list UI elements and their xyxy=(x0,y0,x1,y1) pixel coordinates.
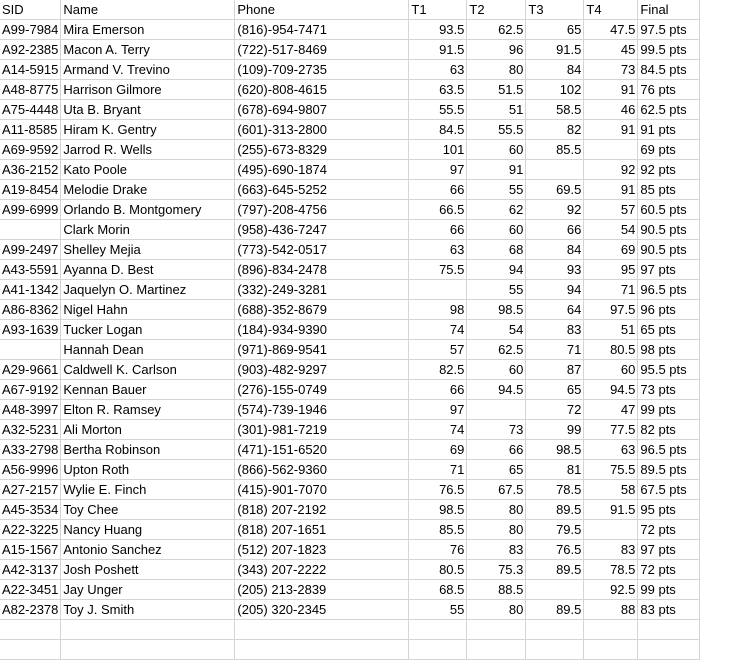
cell-sid[interactable] xyxy=(0,220,61,240)
header-cell-t4[interactable]: T4 xyxy=(584,0,638,20)
cell-final[interactable]: 97 pts xyxy=(638,540,700,560)
cell-t3[interactable]: 102 xyxy=(526,80,584,100)
table-row xyxy=(0,500,700,520)
cell-t3[interactable]: 66 xyxy=(526,220,584,240)
cell-t3[interactable]: 81 xyxy=(526,460,584,480)
cell-t1[interactable]: 101 xyxy=(409,140,467,160)
cell-t4[interactable]: 73 xyxy=(584,60,638,80)
cell-t2[interactable]: 62.5 xyxy=(467,20,526,40)
cell-t1[interactable]: 76 xyxy=(409,540,467,560)
cell-final[interactable]: 91 pts xyxy=(638,120,700,140)
cell-name[interactable]: Shelley Mejia xyxy=(61,240,235,260)
empty-cell[interactable] xyxy=(235,620,409,640)
cell-t3[interactable]: 78.5 xyxy=(526,480,584,500)
cell-phone[interactable]: (301)-981-7219 xyxy=(235,420,409,440)
cell-t4[interactable]: 94.5 xyxy=(584,380,638,400)
cell-t3[interactable]: 84 xyxy=(526,240,584,260)
cell-sid[interactable]: A43-5591 xyxy=(0,260,61,280)
cell-final[interactable]: 90.5 pts xyxy=(638,220,700,240)
cell-t2[interactable]: 98.5 xyxy=(467,300,526,320)
table-row xyxy=(0,420,700,440)
cell-t4[interactable]: 91.5 xyxy=(584,500,638,520)
table-row xyxy=(0,160,700,180)
cell-sid[interactable]: A22-3451 xyxy=(0,580,61,600)
cell-sid[interactable]: A86-8362 xyxy=(0,300,61,320)
table-row xyxy=(0,520,700,540)
cell-sid[interactable]: A36-2152 xyxy=(0,160,61,180)
cell-t4[interactable]: 63 xyxy=(584,440,638,460)
cell-phone[interactable]: (818) 207-1651 xyxy=(235,520,409,540)
cell-phone[interactable]: (797)-208-4756 xyxy=(235,200,409,220)
cell-t3[interactable]: 83 xyxy=(526,320,584,340)
cell-t4[interactable]: 69 xyxy=(584,240,638,260)
header-cell-phone[interactable]: Phone xyxy=(235,0,409,20)
cell-name[interactable]: Wylie E. Finch xyxy=(61,480,235,500)
empty-row xyxy=(0,620,700,640)
cell-t2[interactable]: 80 xyxy=(467,520,526,540)
cell-t1[interactable]: 57 xyxy=(409,340,467,360)
cell-name[interactable]: Clark Morin xyxy=(61,220,235,240)
cell-sid[interactable]: A93-1639 xyxy=(0,320,61,340)
cell-t1[interactable]: 63.5 xyxy=(409,80,467,100)
cell-t4[interactable]: 58 xyxy=(584,480,638,500)
cell-final[interactable]: 90.5 pts xyxy=(638,240,700,260)
cell-name[interactable]: Kennan Bauer xyxy=(61,380,235,400)
table-row xyxy=(0,440,700,460)
cell-phone[interactable]: (255)-673-8329 xyxy=(235,140,409,160)
cell-sid[interactable]: A69-9592 xyxy=(0,140,61,160)
cell-t3[interactable]: 65 xyxy=(526,380,584,400)
table-row xyxy=(0,300,700,320)
cell-phone[interactable]: (722)-517-8469 xyxy=(235,40,409,60)
cell-t3[interactable]: 65 xyxy=(526,20,584,40)
cell-t1[interactable]: 63 xyxy=(409,240,467,260)
cell-sid[interactable] xyxy=(0,340,61,360)
cell-final[interactable]: 60.5 pts xyxy=(638,200,700,220)
cell-t4[interactable]: 92.5 xyxy=(584,580,638,600)
cell-t2[interactable]: 51 xyxy=(467,100,526,120)
cell-t4[interactable]: 97.5 xyxy=(584,300,638,320)
cell-t3[interactable]: 89.5 xyxy=(526,560,584,580)
cell-t4[interactable]: 47 xyxy=(584,400,638,420)
cell-t4[interactable]: 80.5 xyxy=(584,340,638,360)
cell-final[interactable]: 99.5 pts xyxy=(638,40,700,60)
cell-t2[interactable]: 68 xyxy=(467,240,526,260)
cell-t4[interactable]: 95 xyxy=(584,260,638,280)
cell-name[interactable]: Melodie Drake xyxy=(61,180,235,200)
cell-t3[interactable]: 91.5 xyxy=(526,40,584,60)
cell-sid[interactable]: A56-9996 xyxy=(0,460,61,480)
cell-t3[interactable]: 71 xyxy=(526,340,584,360)
cell-t3[interactable]: 93 xyxy=(526,260,584,280)
cell-phone[interactable]: (866)-562-9360 xyxy=(235,460,409,480)
cell-t3[interactable]: 58.5 xyxy=(526,100,584,120)
cell-final[interactable]: 89.5 pts xyxy=(638,460,700,480)
cell-t2[interactable]: 60 xyxy=(467,140,526,160)
cell-name[interactable]: Hiram K. Gentry xyxy=(61,120,235,140)
cell-name[interactable]: Bertha Robinson xyxy=(61,440,235,460)
empty-cell[interactable] xyxy=(638,620,700,640)
cell-name[interactable]: Upton Roth xyxy=(61,460,235,480)
table-row xyxy=(0,20,700,40)
cell-t2[interactable]: 51.5 xyxy=(467,80,526,100)
cell-phone[interactable]: (109)-709-2735 xyxy=(235,60,409,80)
cell-final[interactable]: 73 pts xyxy=(638,380,700,400)
cell-final[interactable]: 95 pts xyxy=(638,500,700,520)
cell-t1[interactable] xyxy=(409,280,467,300)
cell-t4[interactable]: 91 xyxy=(584,180,638,200)
cell-t1[interactable]: 84.5 xyxy=(409,120,467,140)
cell-name[interactable]: Ali Morton xyxy=(61,420,235,440)
table-row xyxy=(0,240,700,260)
cell-t2[interactable] xyxy=(467,400,526,420)
cell-phone[interactable]: (276)-155-0749 xyxy=(235,380,409,400)
cell-name[interactable]: Josh Poshett xyxy=(61,560,235,580)
table-row xyxy=(0,180,700,200)
table-row xyxy=(0,260,700,280)
table-row xyxy=(0,400,700,420)
cell-t3[interactable]: 99 xyxy=(526,420,584,440)
cell-t1[interactable]: 98.5 xyxy=(409,500,467,520)
cell-t1[interactable]: 93.5 xyxy=(409,20,467,40)
cell-t4[interactable]: 71 xyxy=(584,280,638,300)
cell-t1[interactable]: 66 xyxy=(409,380,467,400)
cell-sid[interactable]: A45-3534 xyxy=(0,500,61,520)
table-row xyxy=(0,600,700,620)
cell-final[interactable]: 99 pts xyxy=(638,400,700,420)
cell-t2[interactable]: 67.5 xyxy=(467,480,526,500)
cell-phone[interactable]: (574)-739-1946 xyxy=(235,400,409,420)
cell-sid[interactable]: A92-2385 xyxy=(0,40,61,60)
cell-final[interactable]: 84.5 pts xyxy=(638,60,700,80)
cell-t3[interactable]: 69.5 xyxy=(526,180,584,200)
cell-sid[interactable]: A41-1342 xyxy=(0,280,61,300)
cell-final[interactable]: 97.5 pts xyxy=(638,20,700,40)
cell-t1[interactable]: 97 xyxy=(409,160,467,180)
cell-t2[interactable]: 94 xyxy=(467,260,526,280)
cell-t2[interactable]: 80 xyxy=(467,500,526,520)
cell-t1[interactable]: 74 xyxy=(409,420,467,440)
cell-final[interactable]: 69 pts xyxy=(638,140,700,160)
cell-t4[interactable]: 88 xyxy=(584,600,638,620)
cell-t4[interactable]: 45 xyxy=(584,40,638,60)
cell-final[interactable]: 65 pts xyxy=(638,320,700,340)
table-row xyxy=(0,60,700,80)
cell-final[interactable]: 97 pts xyxy=(638,260,700,280)
cell-name[interactable]: Jaquelyn O. Martinez xyxy=(61,280,235,300)
cell-t4[interactable]: 77.5 xyxy=(584,420,638,440)
cell-phone[interactable]: (620)-808-4615 xyxy=(235,80,409,100)
cell-phone[interactable]: (663)-645-5252 xyxy=(235,180,409,200)
cell-name[interactable]: Toy Chee xyxy=(61,500,235,520)
cell-phone[interactable]: (678)-694-9807 xyxy=(235,100,409,120)
cell-sid[interactable]: A19-8454 xyxy=(0,180,61,200)
cell-t2[interactable]: 75.3 xyxy=(467,560,526,580)
table-row xyxy=(0,120,700,140)
cell-t3[interactable]: 85.5 xyxy=(526,140,584,160)
cell-t2[interactable]: 80 xyxy=(467,600,526,620)
cell-t2[interactable]: 66 xyxy=(467,440,526,460)
cell-t2[interactable]: 55.5 xyxy=(467,120,526,140)
cell-name[interactable]: Orlando B. Montgomery xyxy=(61,200,235,220)
cell-t2[interactable]: 62.5 xyxy=(467,340,526,360)
table-row xyxy=(0,480,700,500)
cell-t4[interactable]: 51 xyxy=(584,320,638,340)
cell-t2[interactable]: 83 xyxy=(467,540,526,560)
cell-final[interactable]: 67.5 pts xyxy=(638,480,700,500)
cell-t4[interactable]: 47.5 xyxy=(584,20,638,40)
cell-phone[interactable]: (971)-869-9541 xyxy=(235,340,409,360)
cell-t1[interactable]: 75.5 xyxy=(409,260,467,280)
cell-t1[interactable]: 82.5 xyxy=(409,360,467,380)
cell-phone[interactable]: (512) 207-1823 xyxy=(235,540,409,560)
cell-t1[interactable]: 63 xyxy=(409,60,467,80)
table-row xyxy=(0,220,700,240)
table-row xyxy=(0,80,700,100)
cell-t2[interactable]: 60 xyxy=(467,220,526,240)
header-cell-final[interactable]: Final xyxy=(638,0,700,20)
cell-t4[interactable] xyxy=(584,520,638,540)
empty-cell[interactable] xyxy=(526,620,584,640)
cell-name[interactable]: Elton R. Ramsey xyxy=(61,400,235,420)
cell-t3[interactable]: 82 xyxy=(526,120,584,140)
cell-final[interactable]: 95.5 pts xyxy=(638,360,700,380)
cell-phone[interactable]: (896)-834-2478 xyxy=(235,260,409,280)
cell-t2[interactable]: 55 xyxy=(467,280,526,300)
empty-cell[interactable] xyxy=(409,620,467,640)
cell-t1[interactable]: 68.5 xyxy=(409,580,467,600)
cell-sid[interactable]: A99-6999 xyxy=(0,200,61,220)
cell-phone[interactable]: (601)-313-2800 xyxy=(235,120,409,140)
cell-t3[interactable]: 92 xyxy=(526,200,584,220)
cell-final[interactable]: 76 pts xyxy=(638,80,700,100)
cell-final[interactable]: 85 pts xyxy=(638,180,700,200)
cell-phone[interactable]: (903)-482-9297 xyxy=(235,360,409,380)
cell-t4[interactable]: 46 xyxy=(584,100,638,120)
cell-t4[interactable]: 92 xyxy=(584,160,638,180)
cell-t3[interactable]: 87 xyxy=(526,360,584,380)
cell-t2[interactable]: 62 xyxy=(467,200,526,220)
cell-sid[interactable]: A27-2157 xyxy=(0,480,61,500)
cell-t2[interactable]: 60 xyxy=(467,360,526,380)
cell-t2[interactable]: 54 xyxy=(467,320,526,340)
cell-t1[interactable]: 69 xyxy=(409,440,467,460)
empty-cell[interactable] xyxy=(0,620,61,640)
cell-sid[interactable]: A11-8585 xyxy=(0,120,61,140)
cell-final[interactable]: 62.5 pts xyxy=(638,100,700,120)
cell-t1[interactable]: 98 xyxy=(409,300,467,320)
cell-name[interactable]: Mira Emerson xyxy=(61,20,235,40)
empty-cell[interactable] xyxy=(467,620,526,640)
cell-phone[interactable]: (205) 320-2345 xyxy=(235,600,409,620)
cell-t2[interactable]: 88.5 xyxy=(467,580,526,600)
empty-cell[interactable] xyxy=(61,620,235,640)
table-row xyxy=(0,580,700,600)
cell-t1[interactable]: 97 xyxy=(409,400,467,420)
cell-final[interactable]: 96 pts xyxy=(638,300,700,320)
cell-sid[interactable]: A99-2497 xyxy=(0,240,61,260)
cell-sid[interactable]: A48-3997 xyxy=(0,400,61,420)
cell-t2[interactable]: 80 xyxy=(467,60,526,80)
cell-name[interactable]: Nancy Huang xyxy=(61,520,235,540)
cell-name[interactable]: Jarrod R. Wells xyxy=(61,140,235,160)
cell-final[interactable]: 96.5 pts xyxy=(638,440,700,460)
cell-phone[interactable]: (816)-954-7471 xyxy=(235,20,409,40)
empty-cell[interactable] xyxy=(584,620,638,640)
table-row xyxy=(0,340,700,360)
table-row xyxy=(0,360,700,380)
cell-name[interactable]: Armand V. Trevino xyxy=(61,60,235,80)
table-row xyxy=(0,460,700,480)
cell-name[interactable]: Antonio Sanchez xyxy=(61,540,235,560)
cell-t3[interactable]: 89.5 xyxy=(526,500,584,520)
cell-name[interactable]: Tucker Logan xyxy=(61,320,235,340)
cell-t1[interactable]: 66 xyxy=(409,180,467,200)
cell-t2[interactable]: 96 xyxy=(467,40,526,60)
cell-t3[interactable]: 94 xyxy=(526,280,584,300)
cell-t4[interactable]: 60 xyxy=(584,360,638,380)
table-row xyxy=(0,200,700,220)
cell-t1[interactable]: 74 xyxy=(409,320,467,340)
cell-sid[interactable]: A29-9661 xyxy=(0,360,61,380)
cell-name[interactable]: Toy J. Smith xyxy=(61,600,235,620)
cell-phone[interactable]: (818) 207-2192 xyxy=(235,500,409,520)
cell-final[interactable]: 98 pts xyxy=(638,340,700,360)
cell-t4[interactable] xyxy=(584,140,638,160)
table-row xyxy=(0,280,700,300)
cell-final[interactable]: 82 pts xyxy=(638,420,700,440)
header-cell-t2[interactable]: T2 xyxy=(467,0,526,20)
cell-t4[interactable]: 91 xyxy=(584,80,638,100)
cell-t3[interactable]: 98.5 xyxy=(526,440,584,460)
cell-phone[interactable]: (415)-901-7070 xyxy=(235,480,409,500)
cell-name[interactable]: Kato Poole xyxy=(61,160,235,180)
cell-phone[interactable]: (773)-542-0517 xyxy=(235,240,409,260)
table-row xyxy=(0,320,700,340)
cell-final[interactable]: 92 pts xyxy=(638,160,700,180)
cell-t4[interactable]: 57 xyxy=(584,200,638,220)
cell-t3[interactable]: 79.5 xyxy=(526,520,584,540)
header-cell-t3[interactable]: T3 xyxy=(526,0,584,20)
cell-phone[interactable]: (495)-690-1874 xyxy=(235,160,409,180)
cell-sid[interactable]: A15-1567 xyxy=(0,540,61,560)
cell-t3[interactable] xyxy=(526,160,584,180)
cell-t3[interactable]: 89.5 xyxy=(526,600,584,620)
table-row xyxy=(0,560,700,580)
cell-sid[interactable]: A42-3137 xyxy=(0,560,61,580)
table-row xyxy=(0,540,700,560)
cell-sid[interactable]: A99-7984 xyxy=(0,20,61,40)
cell-t1[interactable]: 76.5 xyxy=(409,480,467,500)
header-cell-name[interactable]: Name xyxy=(61,0,235,20)
cell-t4[interactable]: 91 xyxy=(584,120,638,140)
cell-phone[interactable]: (688)-352-8679 xyxy=(235,300,409,320)
cell-t2[interactable]: 91 xyxy=(467,160,526,180)
cell-name[interactable]: Harrison Gilmore xyxy=(61,80,235,100)
table-row xyxy=(0,380,700,400)
cell-sid[interactable]: A67-9192 xyxy=(0,380,61,400)
cell-t4[interactable]: 78.5 xyxy=(584,560,638,580)
cell-final[interactable]: 72 pts xyxy=(638,560,700,580)
cell-final[interactable]: 96.5 pts xyxy=(638,280,700,300)
cell-t2[interactable]: 55 xyxy=(467,180,526,200)
cell-phone[interactable]: (958)-436-7247 xyxy=(235,220,409,240)
cell-name[interactable]: Caldwell K. Carlson xyxy=(61,360,235,380)
header-row xyxy=(0,0,700,20)
cell-t1[interactable]: 80.5 xyxy=(409,560,467,580)
cell-sid[interactable]: A75-4448 xyxy=(0,100,61,120)
cell-sid[interactable]: A14-5915 xyxy=(0,60,61,80)
cell-phone[interactable]: (332)-249-3281 xyxy=(235,280,409,300)
cell-t3[interactable]: 76.5 xyxy=(526,540,584,560)
table-row xyxy=(0,140,700,160)
cell-name[interactable]: Macon A. Terry xyxy=(61,40,235,60)
cell-sid[interactable]: A82-2378 xyxy=(0,600,61,620)
cell-final[interactable]: 83 pts xyxy=(638,600,700,620)
cell-t4[interactable]: 75.5 xyxy=(584,460,638,480)
header-cell-sid[interactable]: SID xyxy=(0,0,61,20)
cell-sid[interactable]: A48-8775 xyxy=(0,80,61,100)
table-row xyxy=(0,100,700,120)
cell-name[interactable]: Ayanna D. Best xyxy=(61,260,235,280)
cell-t1[interactable]: 55.5 xyxy=(409,100,467,120)
cell-t4[interactable]: 54 xyxy=(584,220,638,240)
cell-t2[interactable]: 94.5 xyxy=(467,380,526,400)
cell-name[interactable]: Hannah Dean xyxy=(61,340,235,360)
cell-phone[interactable]: (205) 213-2839 xyxy=(235,580,409,600)
table-row xyxy=(0,40,700,60)
header-cell-t1[interactable]: T1 xyxy=(409,0,467,20)
cell-t1[interactable]: 55 xyxy=(409,600,467,620)
cell-t1[interactable]: 85.5 xyxy=(409,520,467,540)
cell-t1[interactable]: 91.5 xyxy=(409,40,467,60)
cell-t3[interactable]: 72 xyxy=(526,400,584,420)
cell-sid[interactable]: A22-3225 xyxy=(0,520,61,540)
cell-phone[interactable]: (184)-934-9390 xyxy=(235,320,409,340)
cell-name[interactable]: Jay Unger xyxy=(61,580,235,600)
cell-t1[interactable]: 66.5 xyxy=(409,200,467,220)
cell-t3[interactable] xyxy=(526,580,584,600)
cell-t4[interactable]: 83 xyxy=(584,540,638,560)
cell-t2[interactable]: 65 xyxy=(467,460,526,480)
cell-final[interactable]: 72 pts xyxy=(638,520,700,540)
cell-name[interactable]: Uta B. Bryant xyxy=(61,100,235,120)
cell-phone[interactable]: (343) 207-2222 xyxy=(235,560,409,580)
cell-sid[interactable]: A32-5231 xyxy=(0,420,61,440)
cell-sid[interactable]: A33-2798 xyxy=(0,440,61,460)
cell-t2[interactable]: 73 xyxy=(467,420,526,440)
cell-t3[interactable]: 64 xyxy=(526,300,584,320)
cell-final[interactable]: 99 pts xyxy=(638,580,700,600)
cell-phone[interactable]: (471)-151-6520 xyxy=(235,440,409,460)
cell-t1[interactable]: 71 xyxy=(409,460,467,480)
cell-t3[interactable]: 84 xyxy=(526,60,584,80)
cell-name[interactable]: Nigel Hahn xyxy=(61,300,235,320)
cell-t1[interactable]: 66 xyxy=(409,220,467,240)
